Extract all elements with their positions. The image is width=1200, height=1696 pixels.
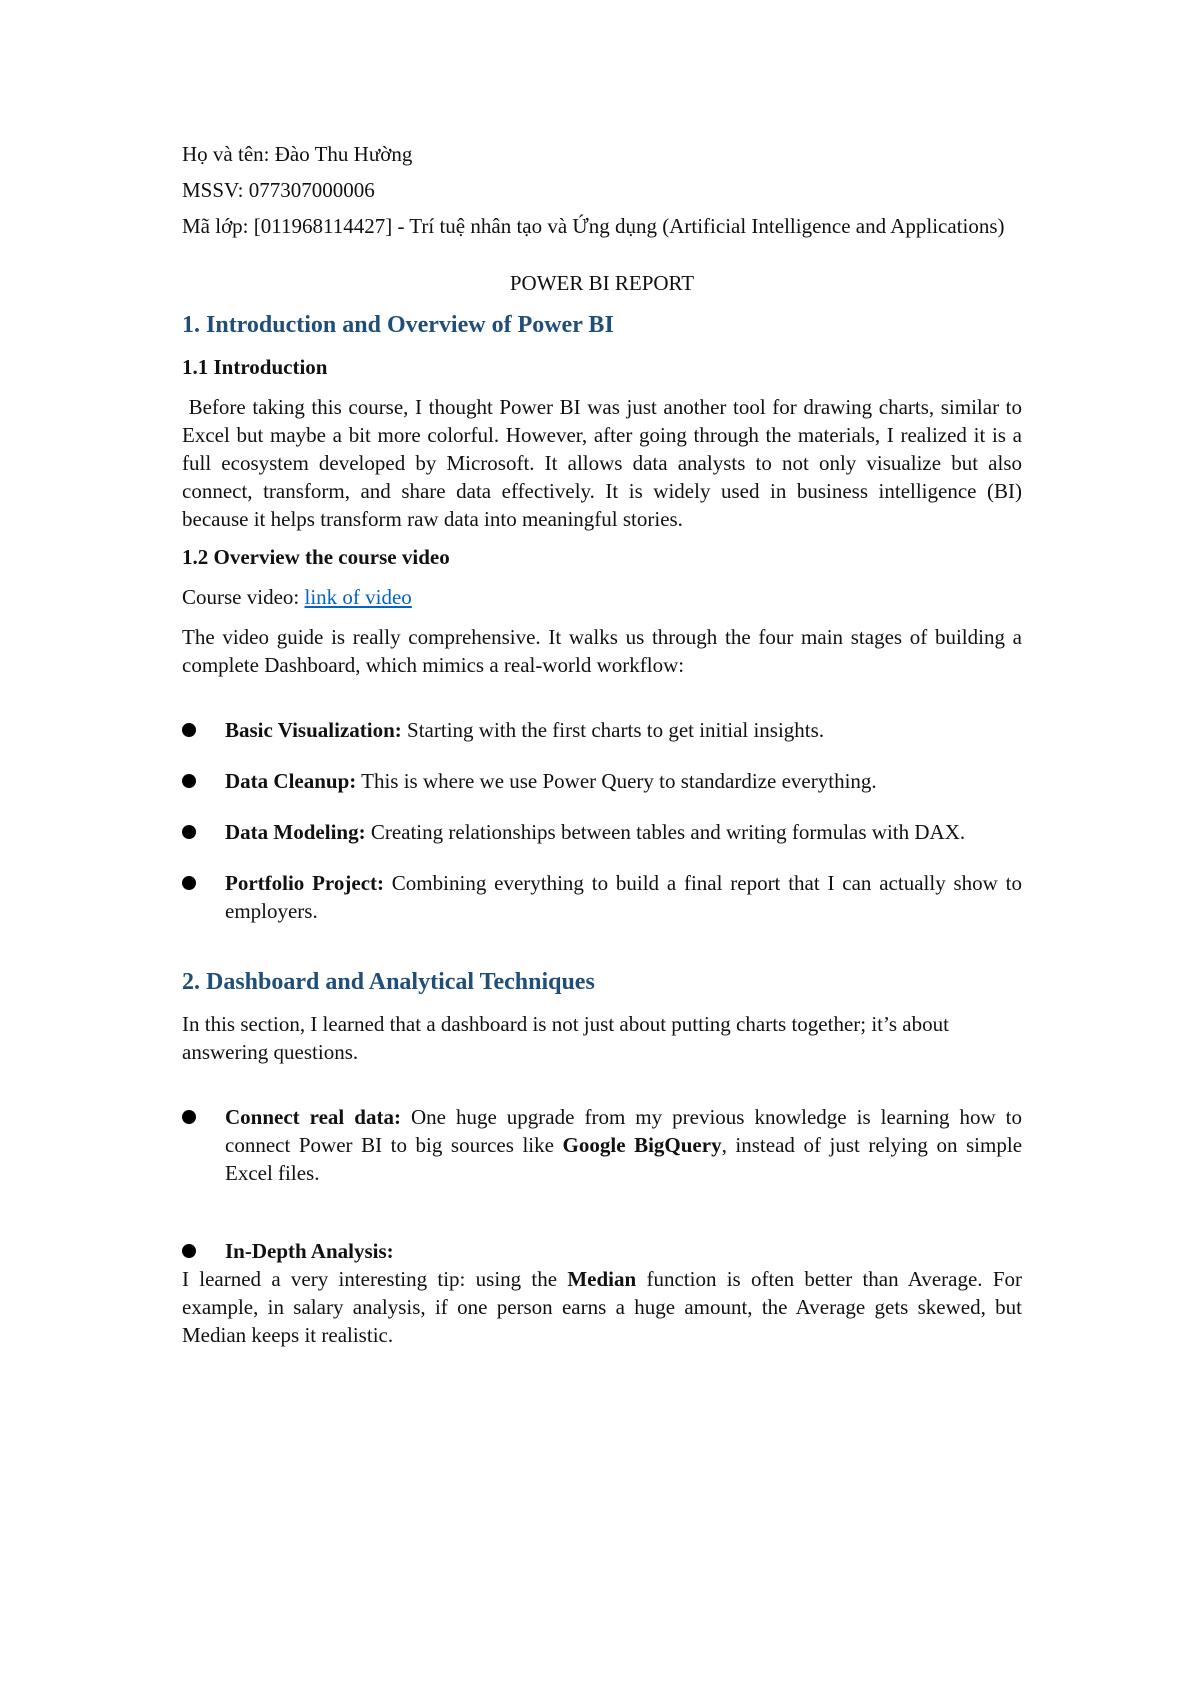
introduction-paragraph: Before taking this course, I thought Power BI was just another tool for drawing charts, similar to Excel but maybe a bit more colorful. However, after going through the materials, I realized it is a full ecosystem developed by Microsoft. It allows data analysts to not only visualize but also connect, transform, and share data effectively. It is widely used in business intelligence (BI) because it helps transform raw data into meaningful stories. [182, 395, 1028, 531]
bullet-text: One huge upgrade from my previous knowledge is learning how to connect Power BI to big sources like [225, 1105, 1022, 1157]
bullet-title: Data Cleanup: [225, 769, 357, 793]
course-video-line [182, 583, 1022, 611]
document-page [182, 140, 1028, 1349]
bullet-icon [182, 774, 196, 788]
course-video-label: Course video: [182, 585, 305, 609]
video-link[interactable]: link of video [304, 585, 412, 609]
bullet-icon [182, 723, 196, 737]
bullet-title: Data Modeling: [225, 820, 366, 844]
list-item [182, 716, 1022, 744]
list-item [182, 767, 1022, 795]
bold-term: Google BigQuery [562, 1133, 722, 1157]
list-item [182, 818, 1022, 846]
bullet-icon [182, 1110, 196, 1124]
subsection-1-1-heading: 1.1 Introduction [182, 355, 328, 379]
section-2-intro: In this section, I learned that a dashboard is not just about putting charts together; it’s about answering questions. [182, 1012, 949, 1064]
bullet-text: Creating relationships between tables and writing formulas with DAX. [365, 820, 966, 844]
bullet-title: Connect real data: [225, 1105, 401, 1129]
bullet-text: This is where we use Power Query to standardize everything. [356, 769, 877, 793]
video-description: The video guide is really comprehensive. It walks us through the four main stages of building a complete Dashboard, which mimics a real-world workflow: [182, 625, 1022, 677]
list-item [182, 869, 1022, 925]
bullet-title: Basic Visualization: [225, 718, 402, 742]
paragraph-text: I learned a very interesting tip: using the [182, 1267, 568, 1291]
paragraph-text: function is often better than Average. For example, in salary analysis, if one person earns a huge amount, the Average gets skewed, but Median keeps it realistic. [182, 1267, 1022, 1347]
section-1-heading: 1. Introduction and Overview of Power BI [182, 312, 614, 338]
student-name: Họ và tên: Đào Thu Hường [182, 142, 413, 166]
bullet-text: Combining everything to build a final report that I can actually show to employers. [225, 871, 1022, 923]
section-2-heading: 2. Dashboard and Analytical Techniques [182, 969, 595, 995]
subsection-1-2-heading: 1.2 Overview the course video [182, 545, 450, 569]
bold-term: Median [567, 1267, 637, 1291]
class-info: Mã lớp: [011968114427] - Trí tuệ nhân tạo và Ứng dụng (Artificial Intelligence and Applications) [182, 214, 1005, 238]
bullet-text: , instead of just relying on simple Excel files. [225, 1133, 1023, 1185]
list-item [182, 1103, 1022, 1187]
report-title: POWER BI REPORT [509, 271, 695, 295]
bullet-text: Starting with the first charts to get initial insights. [401, 718, 825, 742]
median-paragraph [182, 1265, 1022, 1349]
bullet-icon [182, 1244, 196, 1258]
bullet-icon [182, 876, 196, 890]
student-id: MSSV: 077307000006 [182, 178, 375, 202]
bullet-title: In-Depth Analysis: [225, 1239, 394, 1263]
list-item [182, 1237, 1022, 1265]
bullet-icon [182, 825, 196, 839]
bullet-title: Portfolio Project: [225, 871, 384, 895]
